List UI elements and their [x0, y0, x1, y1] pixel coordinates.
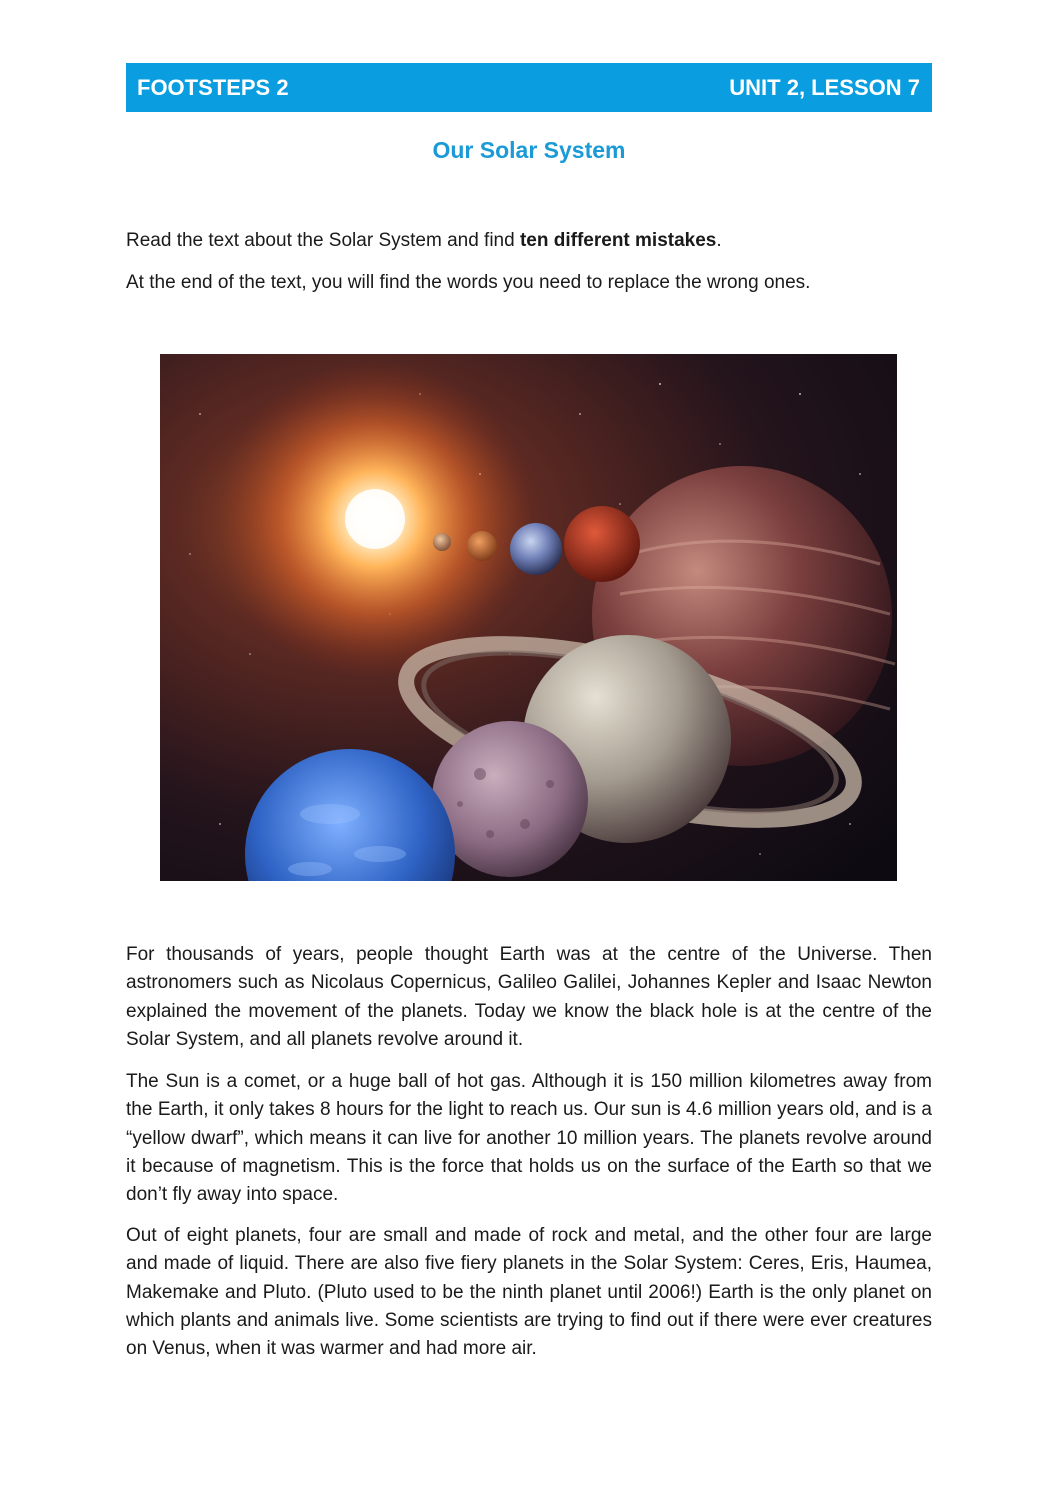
paragraph-1: For thousands of years, people thought Earth was at the centre of the Universe. Then astronomers such as Nicolaus Copernicus, Galileo Galilei, Johannes Kepler and Isaac Newton explained the movement of the planets. Today we know the black hole is at the centre of the Solar System, and all planets revolve around it.: [126, 944, 932, 1050]
paragraph-2: The Sun is a comet, or a huge ball of hot gas. Although it is 150 million kilometres away from the Earth, it only takes 8 hours for the light to reach us. Our sun is 4.6 million years old, and is a “yellow dwarf”, which means it can live for another 10 million years. The planets revolve around it because of magnetism. This is the force that holds us on the surface of the Earth so that we don’t fly away into space.: [126, 1071, 932, 1206]
instruction-line-1: [126, 228, 932, 254]
instruction-line-2: At the end of the text, you will find the words you need to replace the wrong ones.: [126, 272, 811, 293]
header-bar: [126, 63, 932, 112]
page-title: Our Solar System: [432, 137, 626, 163]
paragraph-3: Out of eight planets, four are small and made of rock and metal, and the other four are large and made of liquid. There are also five fiery planets in the Solar System: Ceres, Eris, Haumea, Makemake and Pluto. (Pluto used to be the ninth planet until 2006!) Earth is the only planet on which plants and animals live. Some scientists are trying to find out if there were ever creatures on Venus, when it was warmer and had more air.: [126, 1225, 932, 1360]
instruction-emphasis: ten different mistakes: [519, 230, 717, 251]
unit-lesson: UNIT 2, LESSON 7: [729, 74, 920, 100]
instruction-period: .: [716, 230, 722, 251]
instruction-text: Read the text about the Solar System and find: [126, 230, 520, 251]
course-name: FOOTSTEPS 2: [137, 74, 289, 100]
solar-system-image: [160, 354, 897, 881]
